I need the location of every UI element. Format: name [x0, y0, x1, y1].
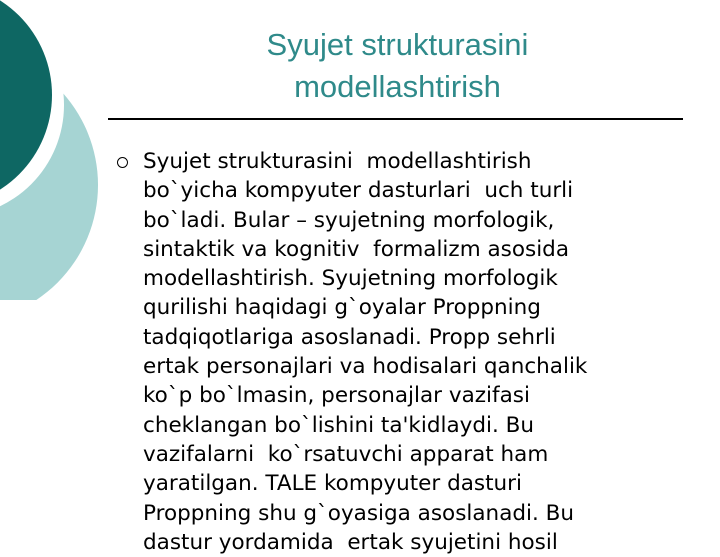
body-line: qurilishi haqidagi g`oyalar Proppning [143, 295, 541, 321]
title-line-1: Syujet strukturasini [266, 27, 529, 62]
body-line: ertak personajlari va hodisalari qanchalik [143, 354, 588, 380]
decorative-circles [0, 0, 110, 300]
title-divider [108, 118, 683, 120]
body-line: bo`ladi. Bular – syujetning morfologik, [143, 207, 555, 233]
bullet-paragraph [143, 147, 703, 557]
body-line: modellashtirish. Syujetning morfologik [143, 266, 558, 292]
body-line: dastur yordamida ertak syujetini hosil [143, 529, 558, 555]
title-line-2: modellashtirish [294, 69, 501, 104]
body-line: vazifalarni ko`rsatuvchi apparat ham [143, 441, 549, 467]
body-line: yaratilgan. TALE kompyuter dasturi [143, 471, 522, 497]
body-line: Proppning shu g`oyasiga asoslanadi. Bu [143, 500, 575, 526]
body-line: Syujet strukturasini modellashtirish [143, 149, 532, 174]
body-line: cheklangan bo`lishini ta'kidlaydi. Bu [143, 412, 535, 438]
bullet-circle-icon [117, 157, 128, 168]
body-line: tadqiqotlariga asoslanadi. Propp sehrli [143, 324, 556, 350]
body-line: bo`yicha kompyuter dasturlari uch turli [143, 178, 574, 204]
body-line: ko`p bo`lmasin, personajlar vazifasi [143, 383, 530, 409]
body-line: sintaktik va kognitiv formalizm asosida [143, 236, 570, 262]
slide-title [180, 24, 615, 108]
